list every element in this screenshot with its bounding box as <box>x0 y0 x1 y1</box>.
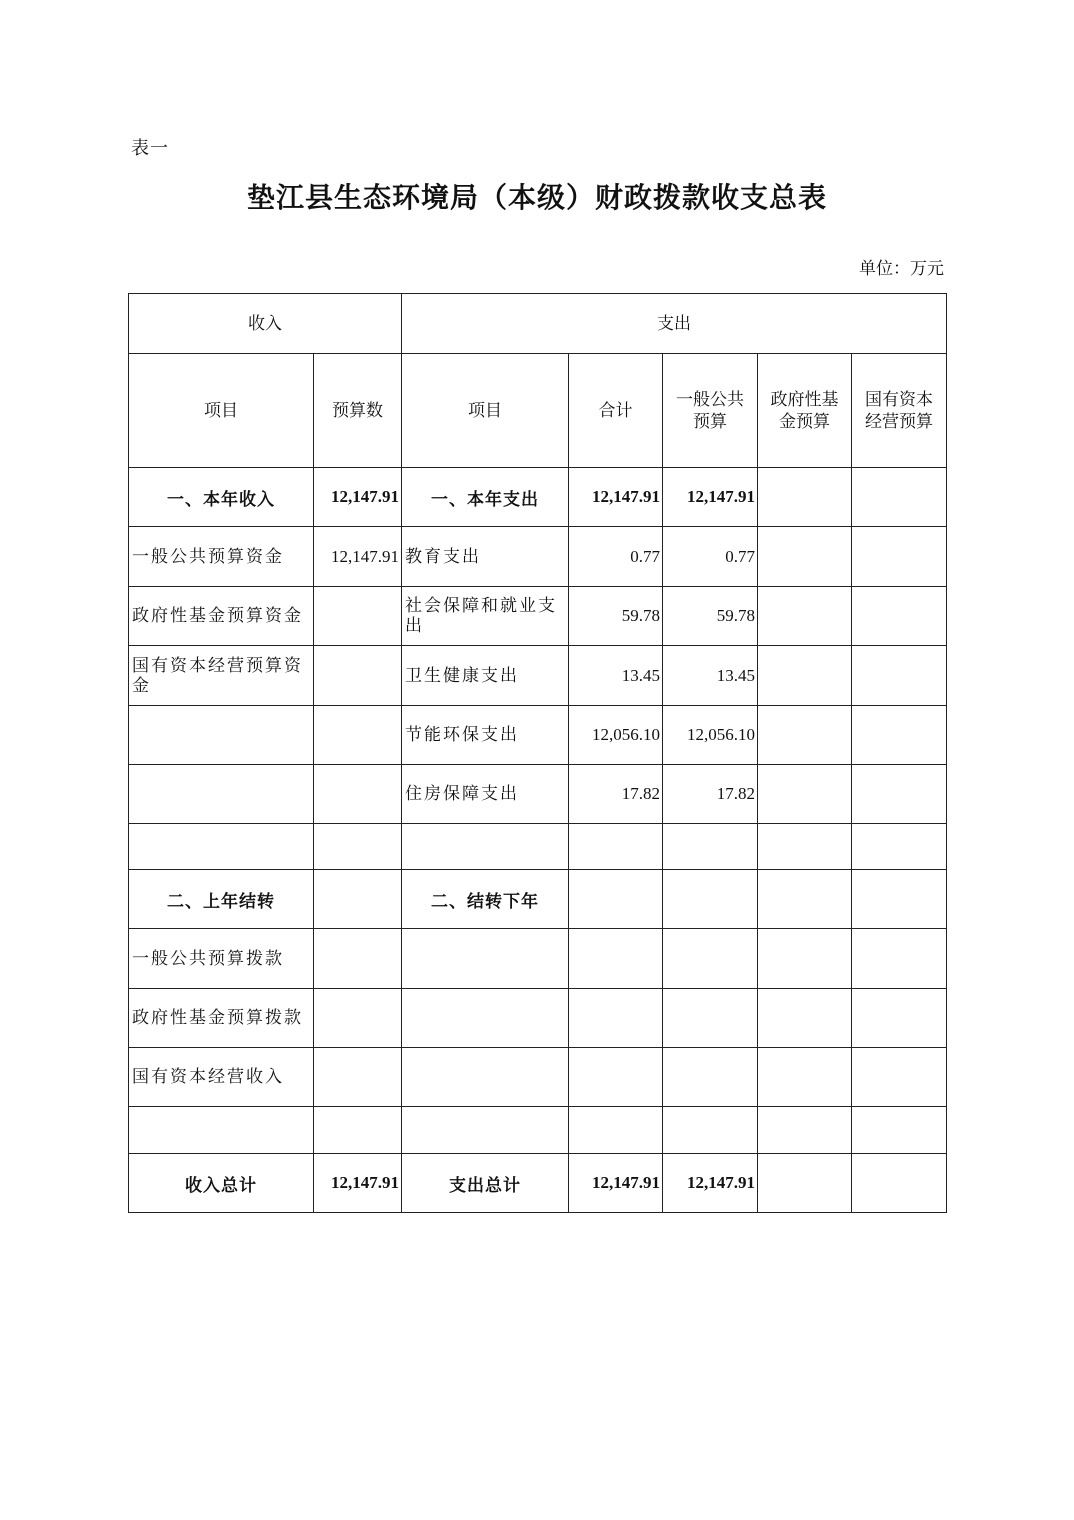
gov-fund-cell <box>758 1048 852 1107</box>
income-header: 收入 <box>129 294 402 354</box>
gov-fund-cell <box>758 587 852 646</box>
gov-fund-cell <box>758 870 852 929</box>
header-row-group <box>129 294 947 354</box>
state-capital-cell <box>852 765 947 824</box>
expense-total-cell <box>569 1107 663 1154</box>
expense-total-cell: 0.77 <box>569 527 663 587</box>
income-item-cell: 政府性基金预算拨款 <box>129 989 314 1048</box>
expense-item-cell: 一、本年支出 <box>402 468 569 527</box>
gov-fund-cell <box>758 706 852 765</box>
state-capital-cell <box>852 527 947 587</box>
income-amount-cell <box>314 1048 402 1107</box>
gov-fund-cell <box>758 468 852 527</box>
gov-fund-cell <box>758 646 852 706</box>
header-row-columns <box>129 354 947 468</box>
income-item-cell: 国有资本经营收入 <box>129 1048 314 1107</box>
expense-total-cell <box>569 929 663 989</box>
expense-item-cell: 卫生健康支出 <box>402 646 569 706</box>
table-row <box>129 929 947 989</box>
state-capital-cell <box>852 706 947 765</box>
expense-item-cell: 住房保障支出 <box>402 765 569 824</box>
table-row <box>129 989 947 1048</box>
expense-total-cell: 12,147.91 <box>569 468 663 527</box>
col-expense-item: 项目 <box>402 354 569 468</box>
table-label: 表一 <box>131 138 169 159</box>
state-capital-cell <box>852 870 947 929</box>
expense-item-cell <box>402 824 569 870</box>
expense-item-cell <box>402 1107 569 1154</box>
table-row <box>129 824 947 870</box>
income-amount-cell: 12,147.91 <box>314 527 402 587</box>
income-amount-cell <box>314 989 402 1048</box>
income-item-cell <box>129 765 314 824</box>
general-public-cell: 0.77 <box>663 527 758 587</box>
gov-fund-cell <box>758 929 852 989</box>
expense-item-cell: 支出总计 <box>402 1154 569 1213</box>
expense-total-cell <box>569 1048 663 1107</box>
income-amount-cell: 12,147.91 <box>314 1154 402 1213</box>
income-amount-cell <box>314 929 402 989</box>
general-public-cell <box>663 824 758 870</box>
expense-total-cell <box>569 870 663 929</box>
expense-total-cell <box>569 824 663 870</box>
state-capital-cell <box>852 646 947 706</box>
gov-fund-cell <box>758 527 852 587</box>
state-capital-cell <box>852 1048 947 1107</box>
expense-item-cell: 教育支出 <box>402 527 569 587</box>
fiscal-summary-table <box>128 293 947 1213</box>
general-public-cell: 59.78 <box>663 587 758 646</box>
expense-total-cell <box>569 989 663 1048</box>
table-row <box>129 1107 947 1154</box>
table-row <box>129 468 947 527</box>
income-amount-cell <box>314 765 402 824</box>
income-item-cell: 收入总计 <box>129 1154 314 1213</box>
state-capital-cell <box>852 929 947 989</box>
gov-fund-cell <box>758 989 852 1048</box>
table-row <box>129 870 947 929</box>
general-public-cell: 12,147.91 <box>663 468 758 527</box>
income-amount-cell: 12,147.91 <box>314 468 402 527</box>
income-item-cell <box>129 706 314 765</box>
state-capital-cell <box>852 1107 947 1154</box>
expense-total-cell: 12,147.91 <box>569 1154 663 1213</box>
expense-item-cell: 社会保障和就业支出 <box>402 587 569 646</box>
table-row <box>129 527 947 587</box>
general-public-cell: 12,147.91 <box>663 1154 758 1213</box>
income-amount-cell <box>314 706 402 765</box>
col-budget-amount: 预算数 <box>314 354 402 468</box>
general-public-cell: 12,056.10 <box>663 706 758 765</box>
expense-item-cell <box>402 989 569 1048</box>
expense-item-cell <box>402 1048 569 1107</box>
state-capital-cell <box>852 824 947 870</box>
income-amount-cell <box>314 824 402 870</box>
expense-total-cell: 59.78 <box>569 587 663 646</box>
gov-fund-cell <box>758 824 852 870</box>
income-amount-cell <box>314 587 402 646</box>
income-item-cell: 国有资本经营预算资金 <box>129 646 314 706</box>
general-public-cell <box>663 989 758 1048</box>
table-row <box>129 1048 947 1107</box>
expense-total-cell: 17.82 <box>569 765 663 824</box>
col-total: 合计 <box>569 354 663 468</box>
income-amount-cell <box>314 1107 402 1154</box>
expense-item-cell: 节能环保支出 <box>402 706 569 765</box>
table-row <box>129 1154 947 1213</box>
state-capital-cell <box>852 587 947 646</box>
general-public-cell <box>663 1048 758 1107</box>
income-amount-cell <box>314 870 402 929</box>
income-item-cell <box>129 824 314 870</box>
income-item-cell: 一、本年收入 <box>129 468 314 527</box>
income-item-cell: 一般公共预算拨款 <box>129 929 314 989</box>
income-item-cell: 政府性基金预算资金 <box>129 587 314 646</box>
income-item-cell <box>129 1107 314 1154</box>
general-public-cell <box>663 1107 758 1154</box>
expense-item-cell: 二、结转下年 <box>402 870 569 929</box>
state-capital-cell <box>852 468 947 527</box>
general-public-cell: 17.82 <box>663 765 758 824</box>
table-row <box>129 765 947 824</box>
gov-fund-cell <box>758 765 852 824</box>
state-capital-cell <box>852 1154 947 1213</box>
col-state-capital-budget: 国有资本经营预算 <box>852 354 947 468</box>
table-row <box>129 646 947 706</box>
document-title: 垫江县生态环境局（本级）财政拨款收支总表 <box>246 181 827 214</box>
gov-fund-cell <box>758 1107 852 1154</box>
income-item-cell: 二、上年结转 <box>129 870 314 929</box>
income-amount-cell <box>314 646 402 706</box>
general-public-cell <box>663 929 758 989</box>
income-item-cell: 一般公共预算资金 <box>129 527 314 587</box>
col-gov-fund-budget: 政府性基金预算 <box>758 354 852 468</box>
unit-label: 单位：万元 <box>859 259 944 279</box>
expense-item-cell <box>402 929 569 989</box>
expense-header: 支出 <box>402 294 947 354</box>
state-capital-cell <box>852 989 947 1048</box>
expense-total-cell: 13.45 <box>569 646 663 706</box>
col-income-item: 项目 <box>129 354 314 468</box>
table-row <box>129 706 947 765</box>
general-public-cell: 13.45 <box>663 646 758 706</box>
expense-total-cell: 12,056.10 <box>569 706 663 765</box>
general-public-cell <box>663 870 758 929</box>
table-row <box>129 587 947 646</box>
col-general-public-budget: 一般公共预算 <box>663 354 758 468</box>
gov-fund-cell <box>758 1154 852 1213</box>
